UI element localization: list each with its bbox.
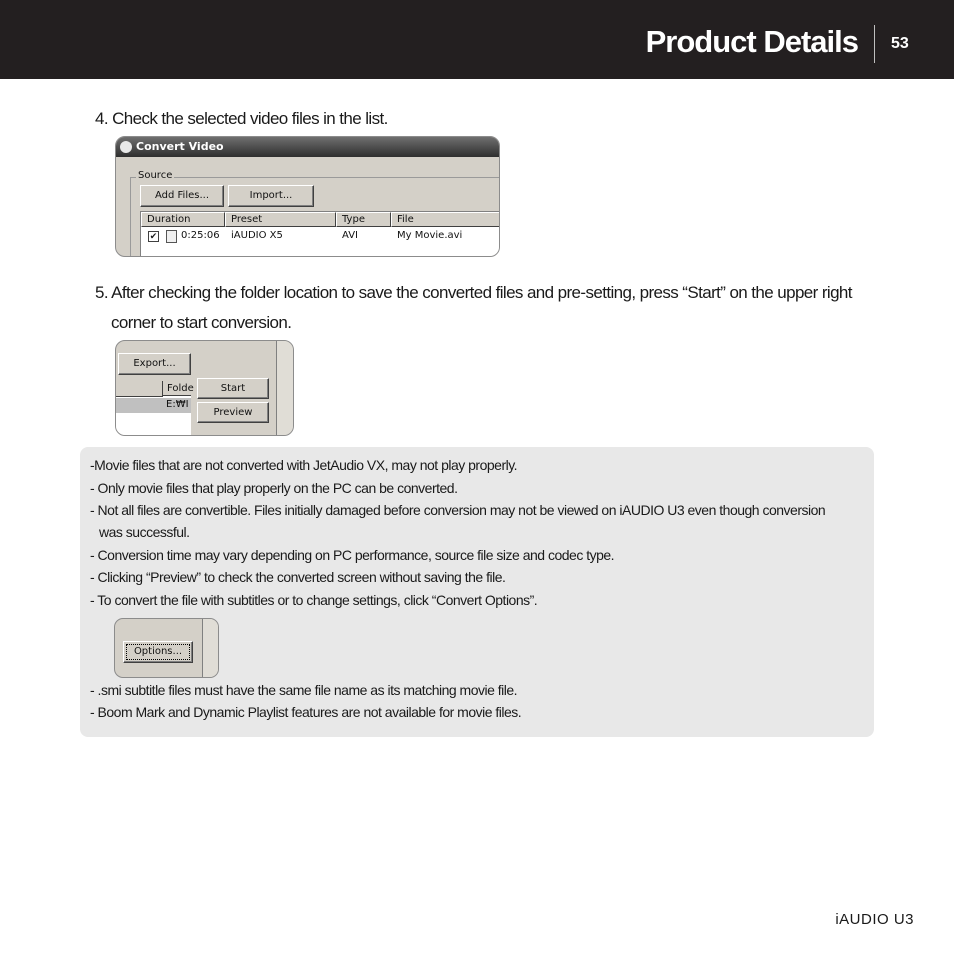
- preview-button[interactable]: Preview: [197, 402, 269, 423]
- header-divider: [874, 25, 875, 63]
- notes-box: [80, 447, 874, 737]
- jetaudio-logo-icon: [120, 141, 132, 153]
- page-header: [0, 0, 954, 79]
- convert-video-window: [115, 136, 500, 257]
- column-type[interactable]: Type: [336, 212, 391, 227]
- options-button[interactable]: Options...: [123, 641, 193, 663]
- table-row[interactable]: [141, 229, 500, 243]
- source-label: Source: [138, 170, 173, 181]
- step-5-text-line1: 5. After checking the folder location to save the converted files and pre-setting, press “Start” on the upper right: [95, 283, 852, 302]
- folder-value: E:₩I: [166, 399, 189, 410]
- note-8: - Boom Mark and Dynamic Playlist features are not available for movie files.: [90, 704, 522, 720]
- options-window: [114, 618, 219, 678]
- note-7: - .smi subtitle files must have the same file name as its matching movie file.: [90, 682, 518, 698]
- column-duration[interactable]: Duration: [141, 212, 225, 227]
- note-4: - Conversion time may vary depending on PC performance, source file size and codec type.: [90, 547, 615, 563]
- convert-video-titlebar: [116, 137, 499, 157]
- note-6: - To convert the file with subtitles or to change settings, click “Convert Options”.: [90, 592, 538, 608]
- row-type: AVI: [342, 230, 358, 241]
- folder-row[interactable]: [116, 398, 191, 413]
- scroll-edge: [277, 341, 293, 435]
- page-title: Product Details: [645, 24, 858, 59]
- add-files-button[interactable]: Add Files...: [140, 185, 224, 207]
- folder-list[interactable]: [116, 381, 194, 435]
- page-number: 53: [891, 35, 909, 52]
- note-1: -Movie files that are not converted with JetAudio VX, may not play properly.: [90, 457, 518, 473]
- file-list[interactable]: [140, 211, 500, 257]
- export-button[interactable]: Export...: [118, 353, 191, 375]
- row-duration: 0:25:06: [181, 230, 220, 241]
- step-5-text-line2: corner to start conversion.: [111, 313, 292, 332]
- convert-video-title: Convert Video: [136, 140, 224, 153]
- options-scroll-edge: [203, 619, 218, 677]
- row-checkbox[interactable]: ✔: [149, 231, 158, 241]
- column-file[interactable]: File: [391, 212, 500, 227]
- video-file-icon: [166, 230, 177, 243]
- note-2: - Only movie files that play properly on the PC can be converted.: [90, 480, 458, 496]
- note-3-continued: was successful.: [99, 524, 190, 540]
- row-preset: iAUDIO X5: [231, 230, 283, 241]
- row-file: My Movie.avi: [397, 230, 463, 241]
- export-start-window: [115, 340, 294, 436]
- note-3: - Not all files are convertible. Files initially damaged before conversion may not be viewed on iAUDIO U3 even though conversion: [90, 502, 826, 518]
- start-button[interactable]: Start: [197, 378, 269, 399]
- folder-column-blank: [116, 381, 163, 397]
- column-preset[interactable]: Preset: [225, 212, 336, 227]
- footer-product-name: iAUDIO U3: [835, 911, 914, 928]
- import-button[interactable]: Import...: [228, 185, 314, 207]
- note-5: - Clicking “Preview” to check the converted screen without saving the file.: [90, 569, 506, 585]
- step-4-text: 4. Check the selected video files in the list.: [95, 109, 388, 128]
- folder-column-label: Folde: [163, 381, 191, 396]
